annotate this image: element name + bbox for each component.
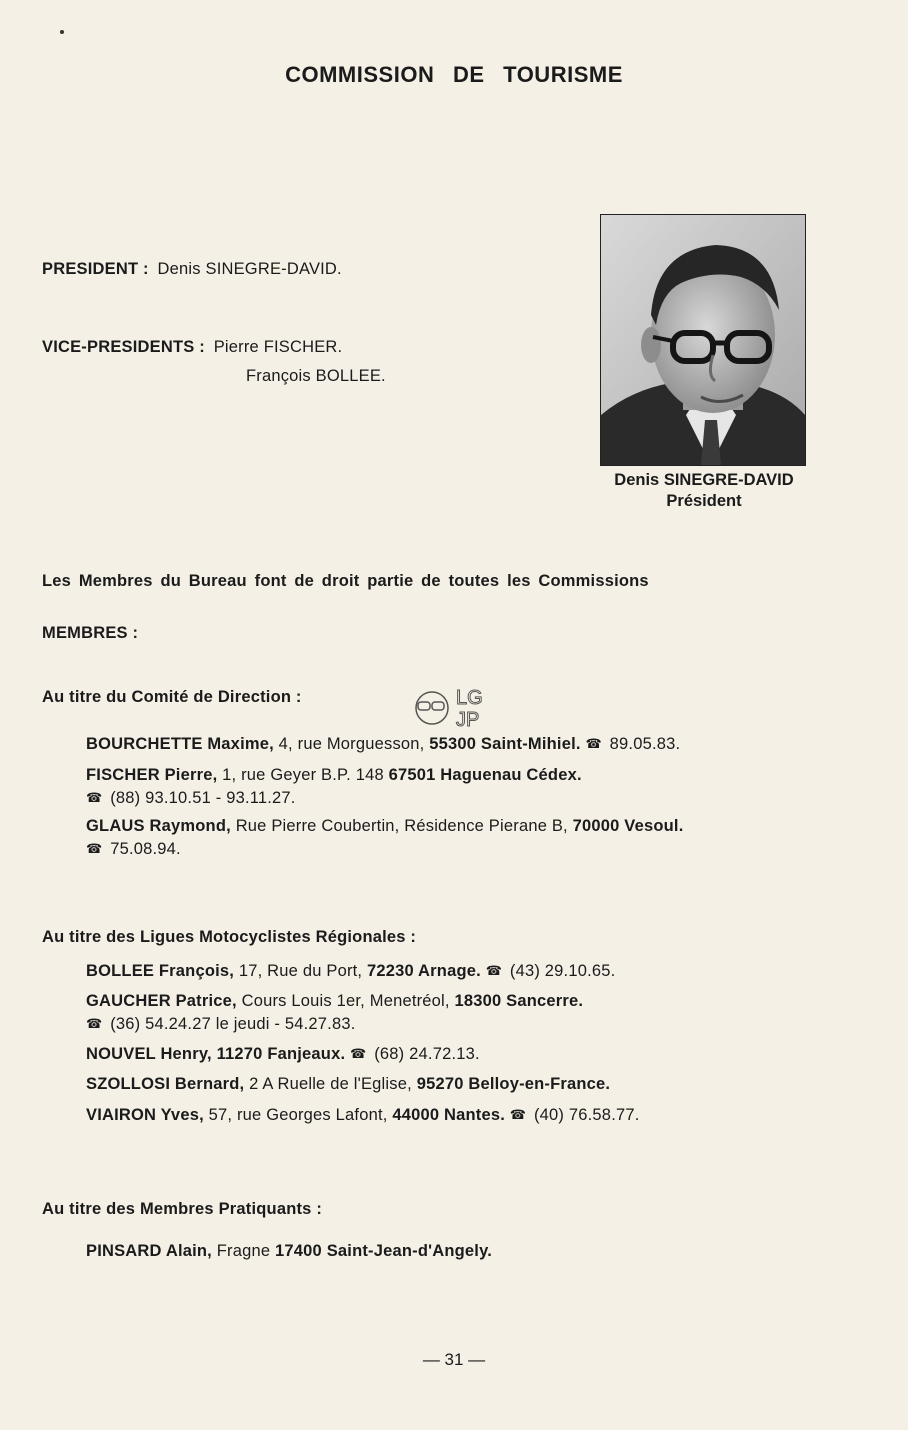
- member-city: 72230 Arnage.: [367, 962, 481, 980]
- page-number: — 31 —: [422, 1350, 486, 1369]
- membres-label: MEMBRES :: [42, 624, 139, 642]
- bureau-note: Les Membres du Bureau font de droit partie de toutes les Commissions: [42, 572, 649, 590]
- caption-role: Président: [666, 492, 742, 510]
- stamp-text: JP: [456, 709, 480, 731]
- member-phone: (68) 24.72.13.: [369, 1045, 480, 1063]
- member-name: VIAIRON Yves,: [86, 1106, 204, 1124]
- member-address: Cours Louis 1er, Menetréol,: [236, 992, 455, 1010]
- member-line: [86, 735, 680, 754]
- member-line: [86, 1242, 492, 1261]
- member-city: 44000 Nantes.: [392, 1106, 505, 1124]
- portrait-image: [601, 215, 805, 465]
- section-heading: Au titre des Ligues Motocyclistes Régionales :: [42, 928, 417, 946]
- member-address: Fragne: [211, 1242, 276, 1260]
- telephone-icon: ☎: [585, 736, 602, 751]
- telephone-icon: ☎: [485, 963, 503, 978]
- ink-dot: [60, 30, 64, 34]
- member-line: [86, 992, 583, 1011]
- vice-president-name: Pierre FISCHER.: [213, 338, 343, 356]
- caption-name: Denis SINEGRE-DAVID: [614, 471, 794, 489]
- member-address: 2 A Ruelle de l'Eglise,: [244, 1075, 417, 1093]
- title-word: COMMISSION: [285, 62, 435, 87]
- member-phone: (88) 93.10.51 - 93.11.27.: [105, 789, 296, 807]
- title-word: TOURISME: [503, 62, 623, 87]
- member-phone: (40) 76.58.77.: [529, 1106, 640, 1124]
- vice-presidents-line: [42, 338, 342, 357]
- member-line: [86, 1075, 610, 1094]
- member-city: 18300 Sancerre.: [454, 992, 584, 1010]
- member-address: 1, rue Geyer B.P. 148: [217, 766, 389, 784]
- member-city: 95270 Belloy-en-France.: [416, 1075, 611, 1093]
- member-address: 4, rue Morguesson,: [273, 735, 430, 753]
- member-address: Rue Pierre Coubertin, Résidence Pierane B,: [230, 817, 573, 835]
- member-line: [86, 817, 683, 836]
- section-heading: Au titre du Comité de Direction :: [42, 688, 302, 706]
- member-address: 57, rue Georges Lafont,: [203, 1106, 393, 1124]
- member-name: GLAUS Raymond,: [86, 817, 231, 835]
- member-phone-line: [86, 840, 181, 859]
- member-phone-line: [86, 1015, 356, 1034]
- member-city: 17400 Saint-Jean-d'Angely.: [275, 1242, 493, 1260]
- president-photo: [600, 214, 806, 466]
- member-phone-line: [86, 789, 296, 808]
- member-line: [86, 1045, 480, 1064]
- member-address: 17, Rue du Port,: [234, 962, 367, 980]
- member-name: GAUCHER Patrice,: [86, 992, 237, 1010]
- member-name: SZOLLOSI Bernard,: [86, 1075, 245, 1093]
- member-name: BOURCHETTE Maxime,: [86, 735, 274, 753]
- member-city: 11270 Fanjeaux.: [216, 1045, 346, 1063]
- vice-presidents-label: VICE-PRESIDENTS :: [42, 338, 205, 356]
- telephone-icon: ☎: [509, 1107, 527, 1122]
- telephone-icon: ☎: [350, 1046, 367, 1061]
- member-phone: (36) 54.24.27 le jeudi - 54.27.83.: [105, 1015, 356, 1033]
- member-line: [86, 766, 582, 785]
- vice-president-name: François BOLLEE.: [246, 367, 386, 385]
- member-name: NOUVEL Henry,: [86, 1045, 212, 1063]
- member-line: [86, 962, 615, 981]
- telephone-icon: ☎: [86, 1016, 103, 1031]
- vice-president-2-line: [246, 367, 386, 386]
- member-name: FISCHER Pierre,: [86, 766, 218, 784]
- telephone-icon: ☎: [86, 841, 103, 856]
- member-phone: 89.05.83.: [604, 735, 681, 753]
- member-city: 55300 Saint-Mihiel.: [429, 735, 581, 753]
- member-city: 67501 Haguenau Cédex.: [388, 766, 582, 784]
- member-phone: 75.08.94.: [105, 840, 181, 858]
- title-word: DE: [452, 62, 485, 87]
- stamp-text: LG: [456, 687, 483, 709]
- page-title: [0, 62, 908, 88]
- president-name: Denis SINEGRE-DAVID.: [157, 260, 342, 278]
- member-name: BOLLEE François,: [86, 962, 235, 980]
- photo-caption: [580, 470, 828, 512]
- member-phone: (43) 29.10.65.: [505, 962, 616, 980]
- section-heading: Au titre des Membres Pratiquants :: [42, 1200, 323, 1218]
- member-line: [86, 1106, 640, 1125]
- telephone-icon: ☎: [86, 790, 103, 805]
- member-city: 70000 Vesoul.: [572, 817, 684, 835]
- president-line: [42, 260, 342, 279]
- president-label: PRESIDENT :: [42, 260, 149, 278]
- member-name: PINSARD Alain,: [86, 1242, 212, 1260]
